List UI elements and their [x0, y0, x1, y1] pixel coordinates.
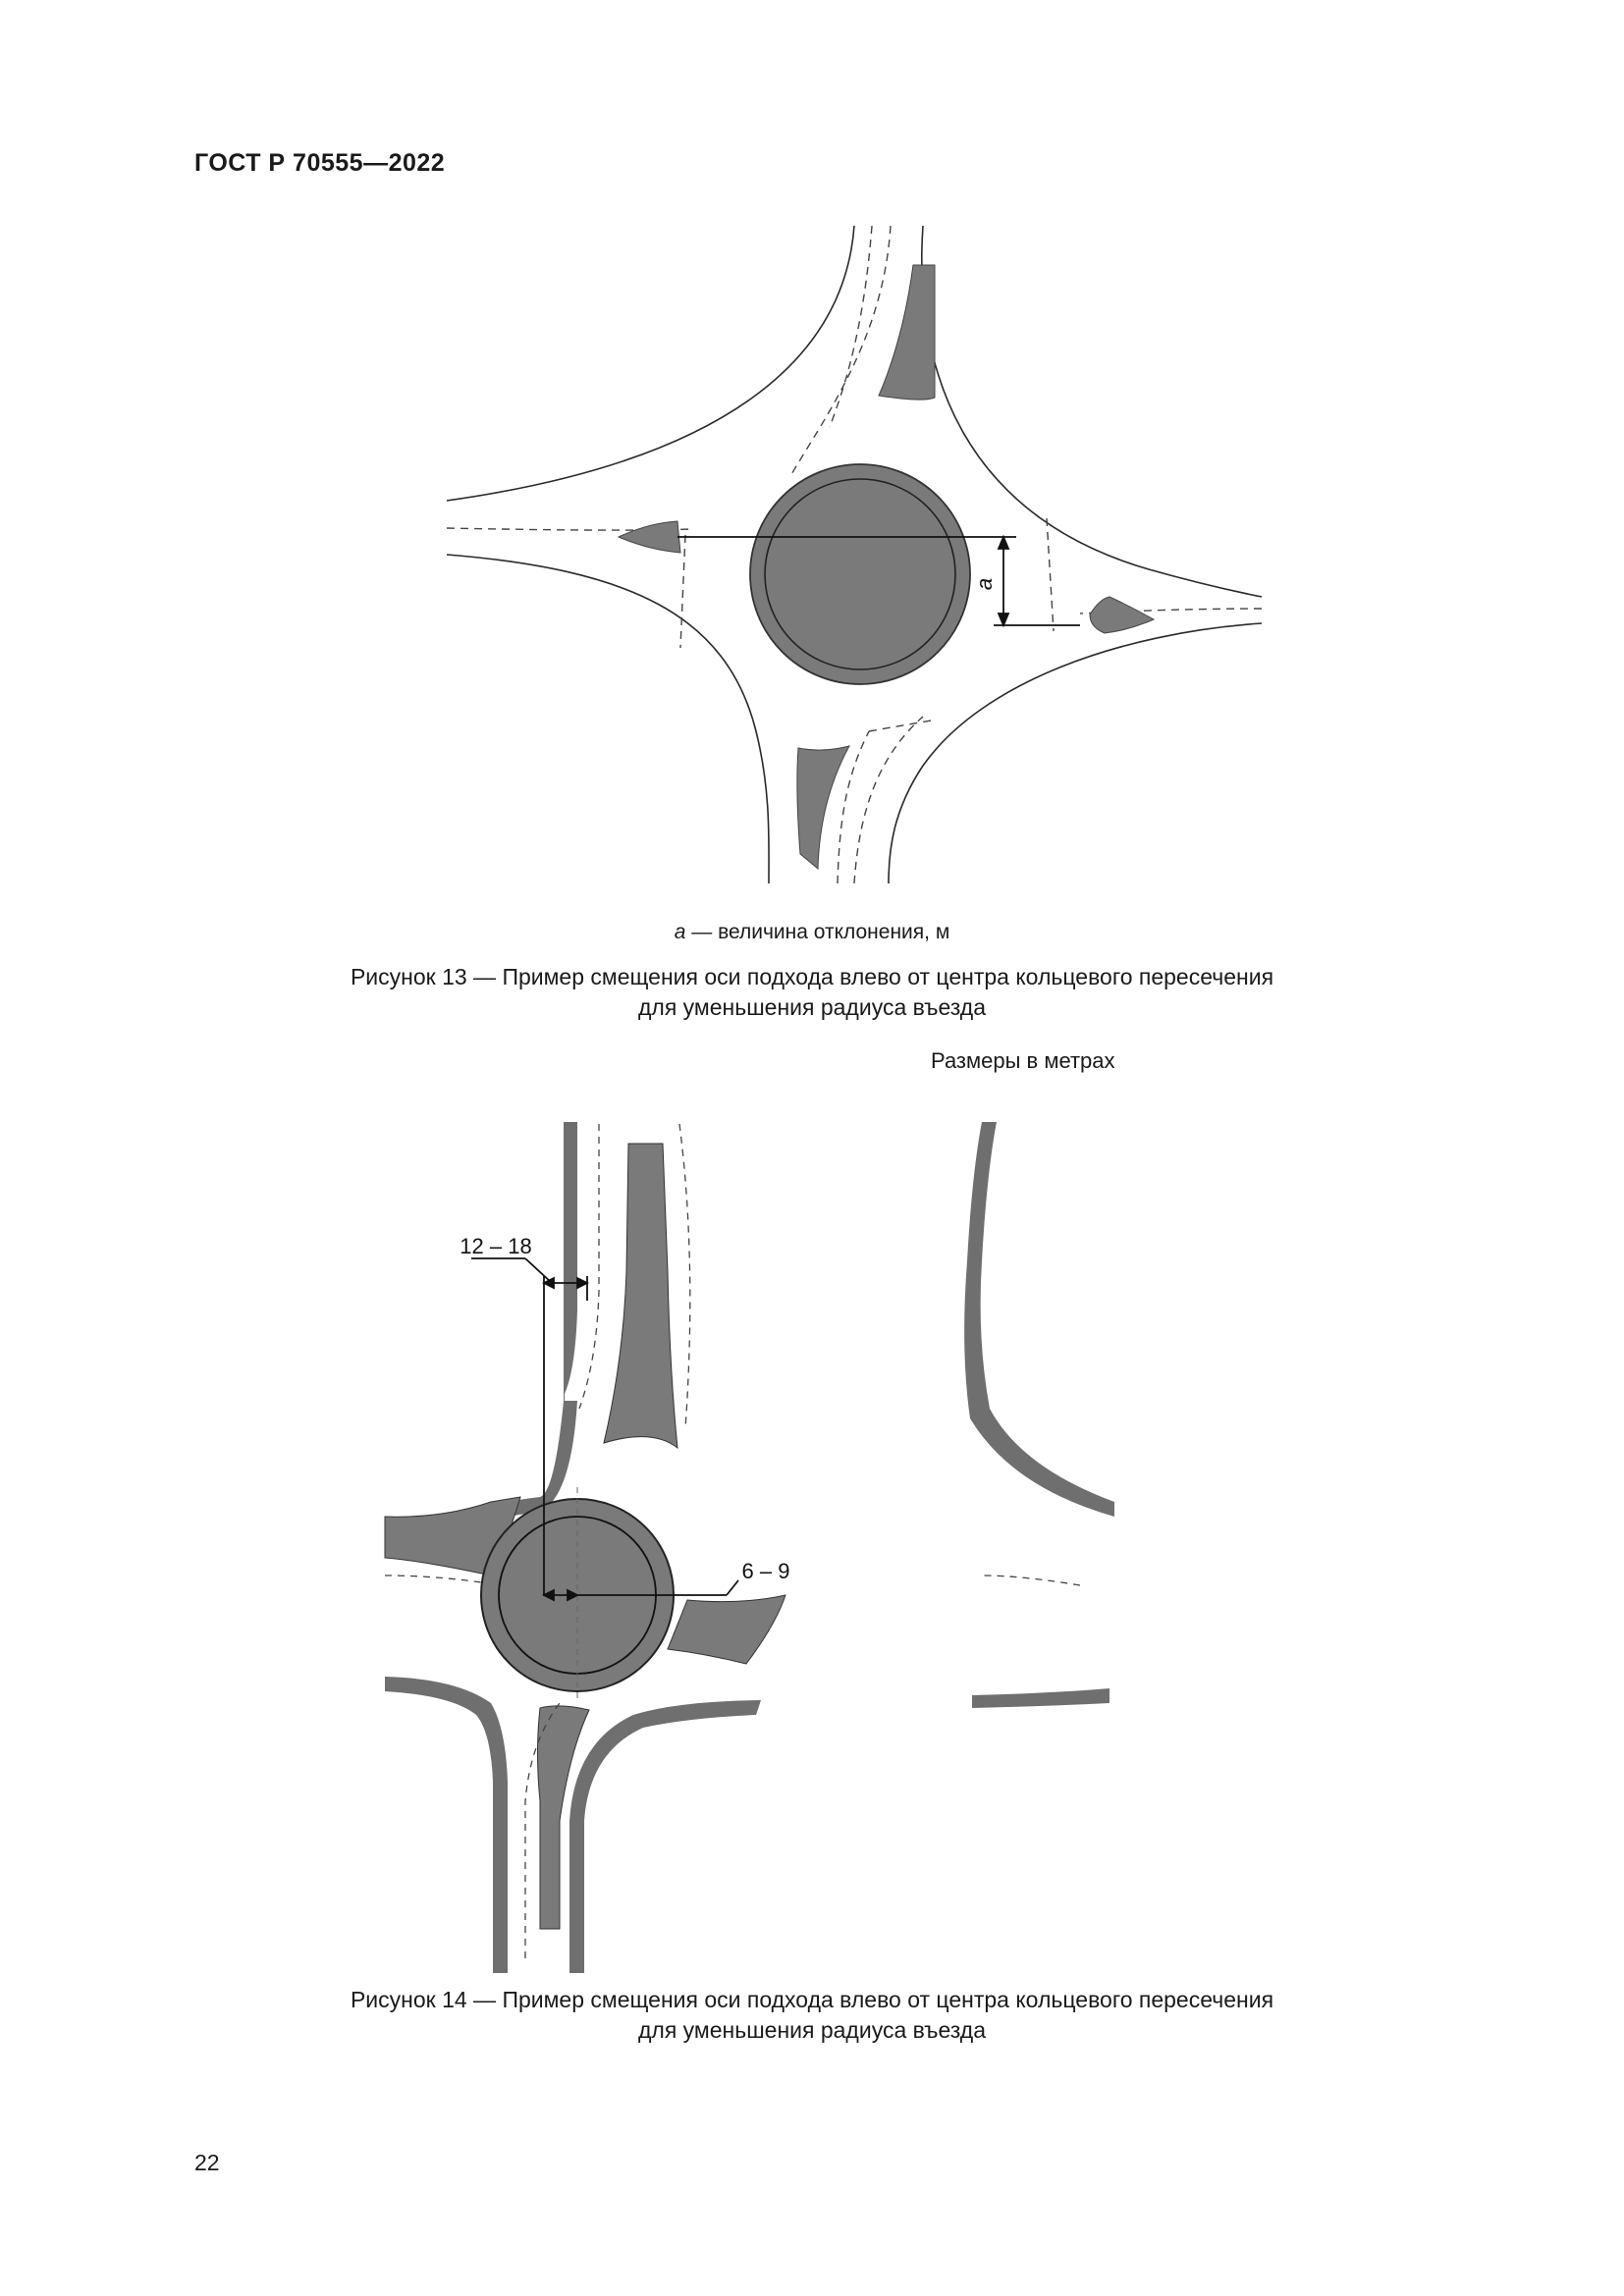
arrow-right-icon	[577, 1278, 587, 1288]
south-east-curb	[569, 1700, 761, 1973]
west-splitter-island	[619, 521, 680, 553]
caption-line-2: для уменьшения радиуса въезда	[638, 994, 986, 1020]
east-lower-curb	[972, 1688, 1110, 1708]
dimension-label-lane-width: 12 – 18	[460, 1234, 532, 1258]
east-splitter-island	[1090, 597, 1154, 633]
caption-line-2: для уменьшения радиуса въезда	[638, 2017, 986, 2043]
offset-leader	[727, 1580, 738, 1595]
lane-width-leader	[525, 1258, 552, 1283]
document-code-header: ГОСТ Р 70555—2022	[194, 149, 446, 177]
figure-13-roundabout-diagram	[432, 221, 1276, 888]
figure-13-caption	[0, 962, 1624, 1023]
dimensions-note: Размеры в метрах	[931, 1048, 1115, 1073]
figure-14-svg	[460, 1114, 1149, 1978]
arrow-down-icon	[999, 614, 1008, 625]
central-island	[750, 464, 970, 684]
dimension-label-offset: 6 – 9	[741, 1559, 790, 1583]
arrow-up-icon	[999, 537, 1008, 549]
north-splitter-island-14	[604, 1144, 677, 1448]
page-number: 22	[194, 2150, 220, 2175]
figure-13-legend	[0, 921, 1624, 944]
east-splitter-island-14	[668, 1595, 785, 1664]
legend-description: — величина отклонения, м	[685, 921, 950, 943]
legend-variable: a	[674, 921, 686, 943]
dimension-label-a: a	[972, 577, 997, 591]
south-west-curb	[385, 1677, 508, 1973]
north-west-curb	[564, 1122, 577, 1401]
south-splitter-island	[797, 746, 849, 869]
caption-line-1: Рисунок 14 — Пример смещения оси подхода влево от центра кольцевого пересечения	[350, 1987, 1274, 2012]
figure-14-roundabout-diagram	[460, 1114, 1149, 1978]
caption-line-1: Рисунок 13 — Пример смещения оси подхода влево от центра кольцевого пересечения	[350, 964, 1274, 989]
figure-13-svg	[432, 221, 1276, 888]
north-east-curb	[964, 1122, 1114, 1517]
north-splitter-island	[879, 265, 935, 400]
figure-14-caption	[0, 1985, 1624, 2046]
